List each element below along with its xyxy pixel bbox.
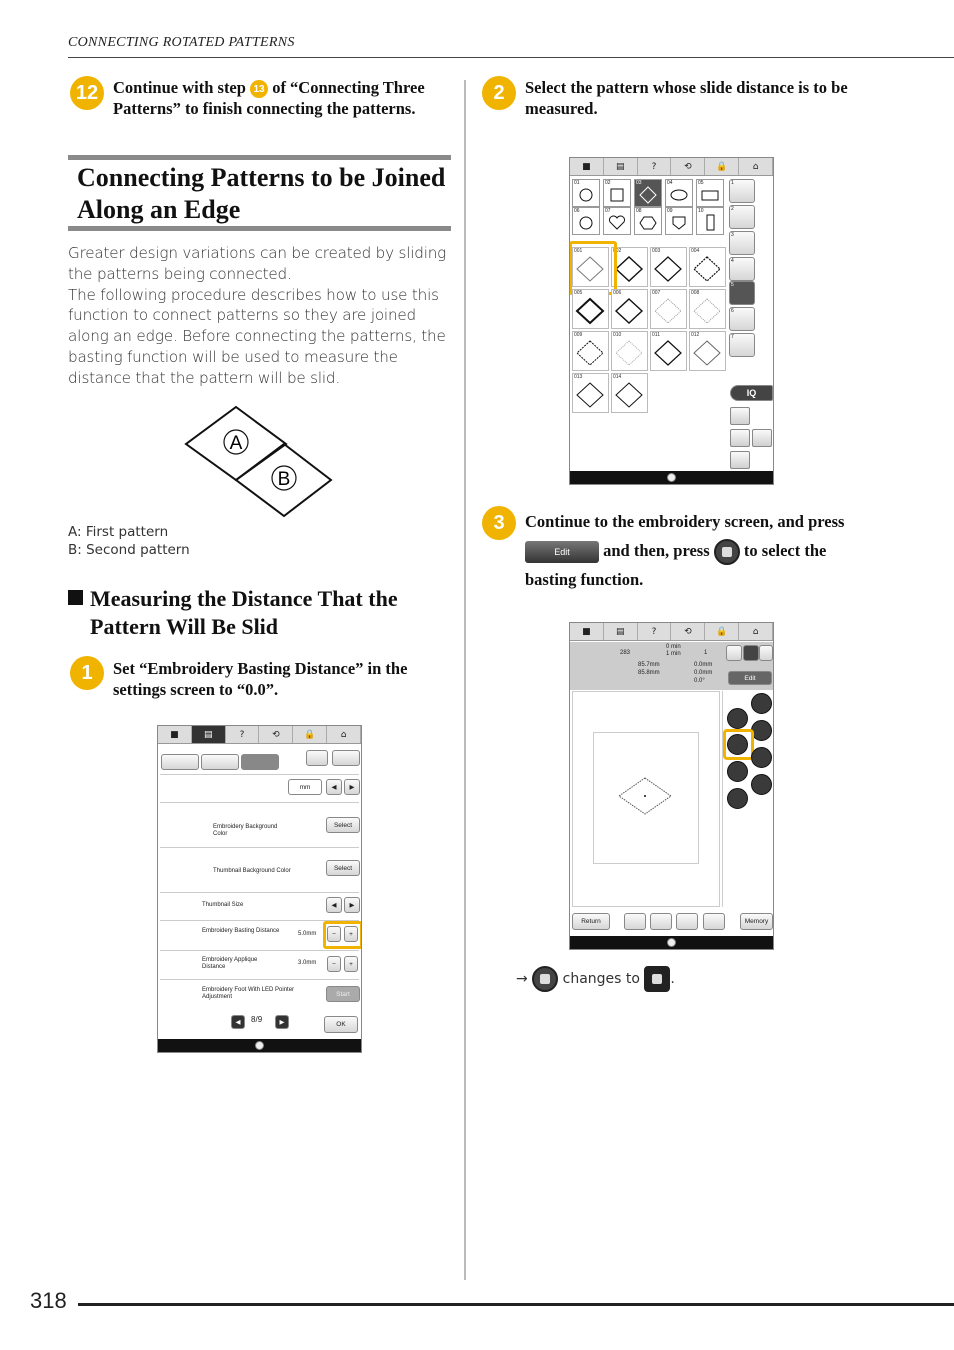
diamond-005[interactable] [572,289,609,329]
category-num: 7 [731,334,734,340]
camera-icon[interactable]: ■ [158,726,192,743]
category-num: 6 [731,308,734,314]
unit-right-button[interactable]: ▶ [344,779,360,795]
basting-icon [714,539,740,565]
diamond-003[interactable] [650,247,687,287]
time-total: 1 min [666,651,681,657]
foot-led-label: Embroidery Foot With LED Pointer Adjustment [202,987,295,1000]
diamond-num: 002 [613,248,622,254]
step-12-text-a: Continue with step [113,78,251,97]
step-3-text-b: and then, press [603,541,710,560]
trial-button[interactable] [703,913,725,930]
basting-highlight [323,921,362,949]
shape-num: 10 [698,208,704,214]
diamond-num: 012 [691,332,700,338]
basting-off-icon [532,966,558,992]
unit-field[interactable]: mm [288,779,322,795]
row-separator [160,892,359,893]
category-1-button[interactable] [729,179,755,203]
running-header: CONNECTING ROTATED PATTERNS [68,35,295,50]
presser-foot-icon[interactable]: ⟲ [671,623,705,640]
section-title [77,162,445,226]
intro-paragraph-2: The following procedure describes how to use this function to connect patterns so they are joined along an edge. Before connecting the patterns, the basting function will be used to measure the distance that the pattern will be slid. [68,285,446,387]
diamond-006[interactable] [611,289,648,329]
connected-patterns-diagram [180,402,340,522]
step-3-text-a: Continue to the embroidery screen, and press [525,512,845,531]
column-divider [464,80,466,1280]
basting-tool-highlight [723,729,754,760]
wifi-settings-button[interactable] [306,750,328,766]
trace-tool-icon[interactable] [751,747,772,768]
help-icon[interactable]: ? [226,726,260,743]
rotate-tool-icon[interactable] [751,720,772,741]
applique-distance-value [298,960,316,967]
header-rule [68,57,954,58]
pattern-selection-screen [569,157,774,485]
basting-minus-button[interactable]: − [327,926,341,942]
diamond-pattern-preview [617,776,673,816]
offset-y-value: 0.0mm [694,670,713,676]
page-prev-button[interactable]: ◀ [231,1015,245,1029]
diamond-num: 005 [574,290,583,296]
layout-tool-icon[interactable] [727,708,748,729]
subsection-line1: Measuring the Distance That the [90,586,398,611]
presser-foot-icon[interactable]: ⟲ [259,726,293,743]
page-current: 8 [251,1015,256,1024]
footer-rule [78,1303,954,1306]
basting-on-icon [644,966,670,992]
row-separator [160,979,359,980]
view-button[interactable] [743,645,759,661]
width-value: 85.7mm [638,662,660,668]
tab-embroidery[interactable] [241,754,279,770]
chevron-down-icon[interactable] [255,1041,264,1050]
thumb-size-label: Thumbnail Size [202,902,244,908]
shape-num: 01 [574,180,580,186]
diamond-012[interactable] [689,331,726,371]
result-line [516,966,675,992]
intro-text [68,243,458,389]
step-1-text: Set “Embroidery Basting Distance” in the settings screen to “0.0”. [113,659,408,699]
category-3-button[interactable] [729,231,755,255]
page-number: 318 [30,1288,67,1313]
shape-10[interactable] [696,207,724,235]
wireless-button[interactable] [759,645,773,661]
category-7-button[interactable] [729,333,755,357]
settings-bottom-bar [158,1039,361,1052]
lock-icon[interactable]: 🔒 [705,623,739,640]
grid-button[interactable] [726,645,742,661]
iq-designer-button[interactable]: IQ [730,385,773,401]
diamond-013[interactable] [572,373,609,413]
subsection-heading [68,585,398,641]
intro-paragraph-1: Greater design variations can be created by sliding the patterns being connected. [68,244,447,283]
section-title-box [68,155,451,231]
diamond-num: 009 [574,332,583,338]
color-count: 1 [704,650,708,656]
applique-unit: mm [306,960,317,966]
stitch-forward-button[interactable] [624,913,646,930]
shape-num: 07 [605,208,611,214]
row-separator [160,802,359,803]
pocket-button[interactable] [730,407,750,425]
shape-num: 03 [636,180,642,186]
basting-value: 5.0 [298,931,307,937]
shape-num: 05 [698,180,704,186]
shape-09[interactable] [665,207,693,235]
settings-screen [157,725,362,1053]
step-1-badge: 1 [70,656,104,690]
label-a: A [229,433,243,454]
thumb-bg-label: Thumbnail Background Color [213,868,291,874]
label-b: B [277,469,291,490]
section-title-line2: Along an Edge [77,195,241,224]
shape-08[interactable] [634,207,662,235]
step-13-ref-badge: 13 [250,80,268,98]
step-3-text-c: to select the basting function. [525,541,827,590]
category-2-button[interactable] [729,205,755,229]
embroidery-screen [569,622,774,950]
lock-icon[interactable]: 🔒 [293,726,327,743]
help-icon[interactable]: ? [638,623,672,640]
usb-button-1[interactable] [730,429,750,447]
tool-column [722,691,773,907]
step-12-text [113,77,443,119]
shape-num: 09 [667,208,673,214]
edit-button-inline: Edit [525,541,599,563]
thumb-bg-select-button[interactable]: Select [326,860,360,876]
diamond-011[interactable] [650,331,687,371]
bg-color-label: Embroidery Background Color [213,824,278,837]
section-title-line1: Connecting Patterns to be Joined [77,163,446,192]
pattern-topbar [570,158,773,176]
camera-icon[interactable]: ■ [570,623,604,640]
category-5-button[interactable] [729,281,755,305]
step-3-text [525,507,855,594]
home-icon[interactable]: ⌂ [739,623,773,640]
result-text: changes to [562,971,640,987]
diamond-010[interactable] [611,331,648,371]
embroidery-bottom-bar [570,936,773,949]
needle-point-tool-icon[interactable] [727,788,748,809]
home-icon[interactable]: ⌂ [739,158,773,175]
time-remaining: 0 min [666,644,681,650]
move-tool-icon[interactable] [751,693,772,714]
arrow-icon: → [516,971,528,987]
settings-page-icon[interactable]: ▤ [604,158,638,175]
position-button[interactable] [676,913,698,930]
basting-unit: mm [306,931,317,937]
home-icon[interactable]: ⌂ [327,726,361,743]
shape-07[interactable] [603,207,631,235]
diamond-009[interactable] [572,331,609,371]
shape-05[interactable] [696,179,724,207]
category-6-button[interactable] [729,307,755,331]
unit-left-button[interactable]: ◀ [326,779,342,795]
shape-num: 04 [667,180,673,186]
shape-04[interactable] [665,179,693,207]
presser-foot-icon[interactable]: ⟲ [671,158,705,175]
stitch-back-button[interactable] [650,913,672,930]
category-num: 1 [731,180,734,186]
category-num: 2 [731,206,734,212]
row-separator [160,774,359,775]
page-indicator: 8/9 [251,1015,263,1024]
diamond-num: 006 [613,290,622,296]
color-tool-icon[interactable] [751,774,772,795]
diamond-num: 010 [613,332,622,338]
angle-value: 0.0° [694,678,705,684]
settings-page-icon[interactable]: ▤ [604,623,638,640]
page-next-button[interactable]: ▶ [275,1015,289,1029]
shape-03[interactable] [634,179,662,207]
diamond-num: 004 [691,248,700,254]
bg-color-select-button[interactable]: Select [326,817,360,833]
row-separator [160,847,359,848]
category-num: 5 [731,282,734,288]
diamond-007[interactable] [650,289,687,329]
diamond-num: 001 [574,248,583,254]
basting-distance-label: Embroidery Basting Distance [202,928,280,934]
shape-06[interactable] [572,207,600,235]
offset-x-value: 0.0mm [694,662,713,668]
height-value: 85.8mm [638,670,660,676]
usb-button-2[interactable] [752,429,772,447]
diamond-num: 013 [574,374,583,380]
diamond-014[interactable] [611,373,648,413]
shape-num: 02 [605,180,611,186]
applique-minus-button[interactable]: − [327,956,341,972]
basting-plus-button[interactable]: + [344,926,358,942]
applique-plus-button[interactable]: + [344,956,358,972]
legend-a: A: First pattern [68,524,169,540]
shape-num: 06 [574,208,580,214]
embroidery-topbar [570,623,773,641]
page-total: 9 [257,1015,263,1024]
thumb-size-right-button[interactable]: ▶ [344,897,360,913]
thumb-size-left-button[interactable]: ◀ [326,897,342,913]
result-period: . [670,971,675,987]
legend-b: B: Second pattern [68,542,190,558]
step-12-text-b: of “Connecting Three Patterns” to finish connecting the patterns. [113,78,425,119]
diamond-num: 014 [613,374,622,380]
diamond-001-highlight [569,241,617,295]
shape-01[interactable] [572,179,600,207]
ok-button[interactable]: OK [324,1016,358,1033]
machine-settings-button[interactable] [332,750,360,766]
applique-value: 3.0 [298,960,307,966]
basting-distance-value [298,931,316,938]
step-12-badge: 12 [70,76,104,110]
shape-num: 08 [636,208,642,214]
settings-page-icon[interactable]: ▤ [192,726,226,743]
lock-icon[interactable]: 🔒 [705,158,739,175]
starting-point-tool-icon[interactable] [727,761,748,782]
edit-button[interactable]: Edit [728,671,772,685]
pc-button[interactable] [730,451,750,469]
tab-general[interactable] [161,754,199,770]
foot-led-start-button[interactable]: Start [326,986,360,1002]
diamond-008[interactable] [689,289,726,329]
diamond-num: 003 [652,248,661,254]
return-button[interactable]: Return [572,913,610,930]
applique-distance-label: Embroidery Applique Distance [202,957,258,970]
camera-icon[interactable]: ■ [570,158,604,175]
pattern-bottom-bar [570,471,773,484]
memory-button[interactable]: Memory [740,913,773,930]
chevron-down-icon[interactable] [667,473,676,482]
settings-topbar [158,726,361,744]
chevron-down-icon[interactable] [667,938,676,947]
step-2-badge: 2 [482,76,516,110]
category-num: 4 [731,258,734,264]
row-separator [160,950,359,951]
tab-sewing[interactable] [201,754,239,770]
step-3-badge: 3 [482,506,516,540]
category-4-button[interactable] [729,257,755,281]
help-icon[interactable]: ? [638,158,672,175]
embroidery-canvas[interactable] [572,691,720,907]
category-num: 3 [731,232,734,238]
subsection-line2: Pattern Will Be Slid [90,614,279,639]
diamond-004[interactable] [689,247,726,287]
diamond-num: 011 [652,332,660,338]
diamond-num: 008 [691,290,700,296]
stitch-count: 283 [620,650,631,656]
square-bullet-icon [68,590,83,605]
step-2-text: Select the pattern whose slide distance is to be measured. [525,78,848,118]
diamond-num: 007 [652,290,661,296]
shape-02[interactable] [603,179,631,207]
